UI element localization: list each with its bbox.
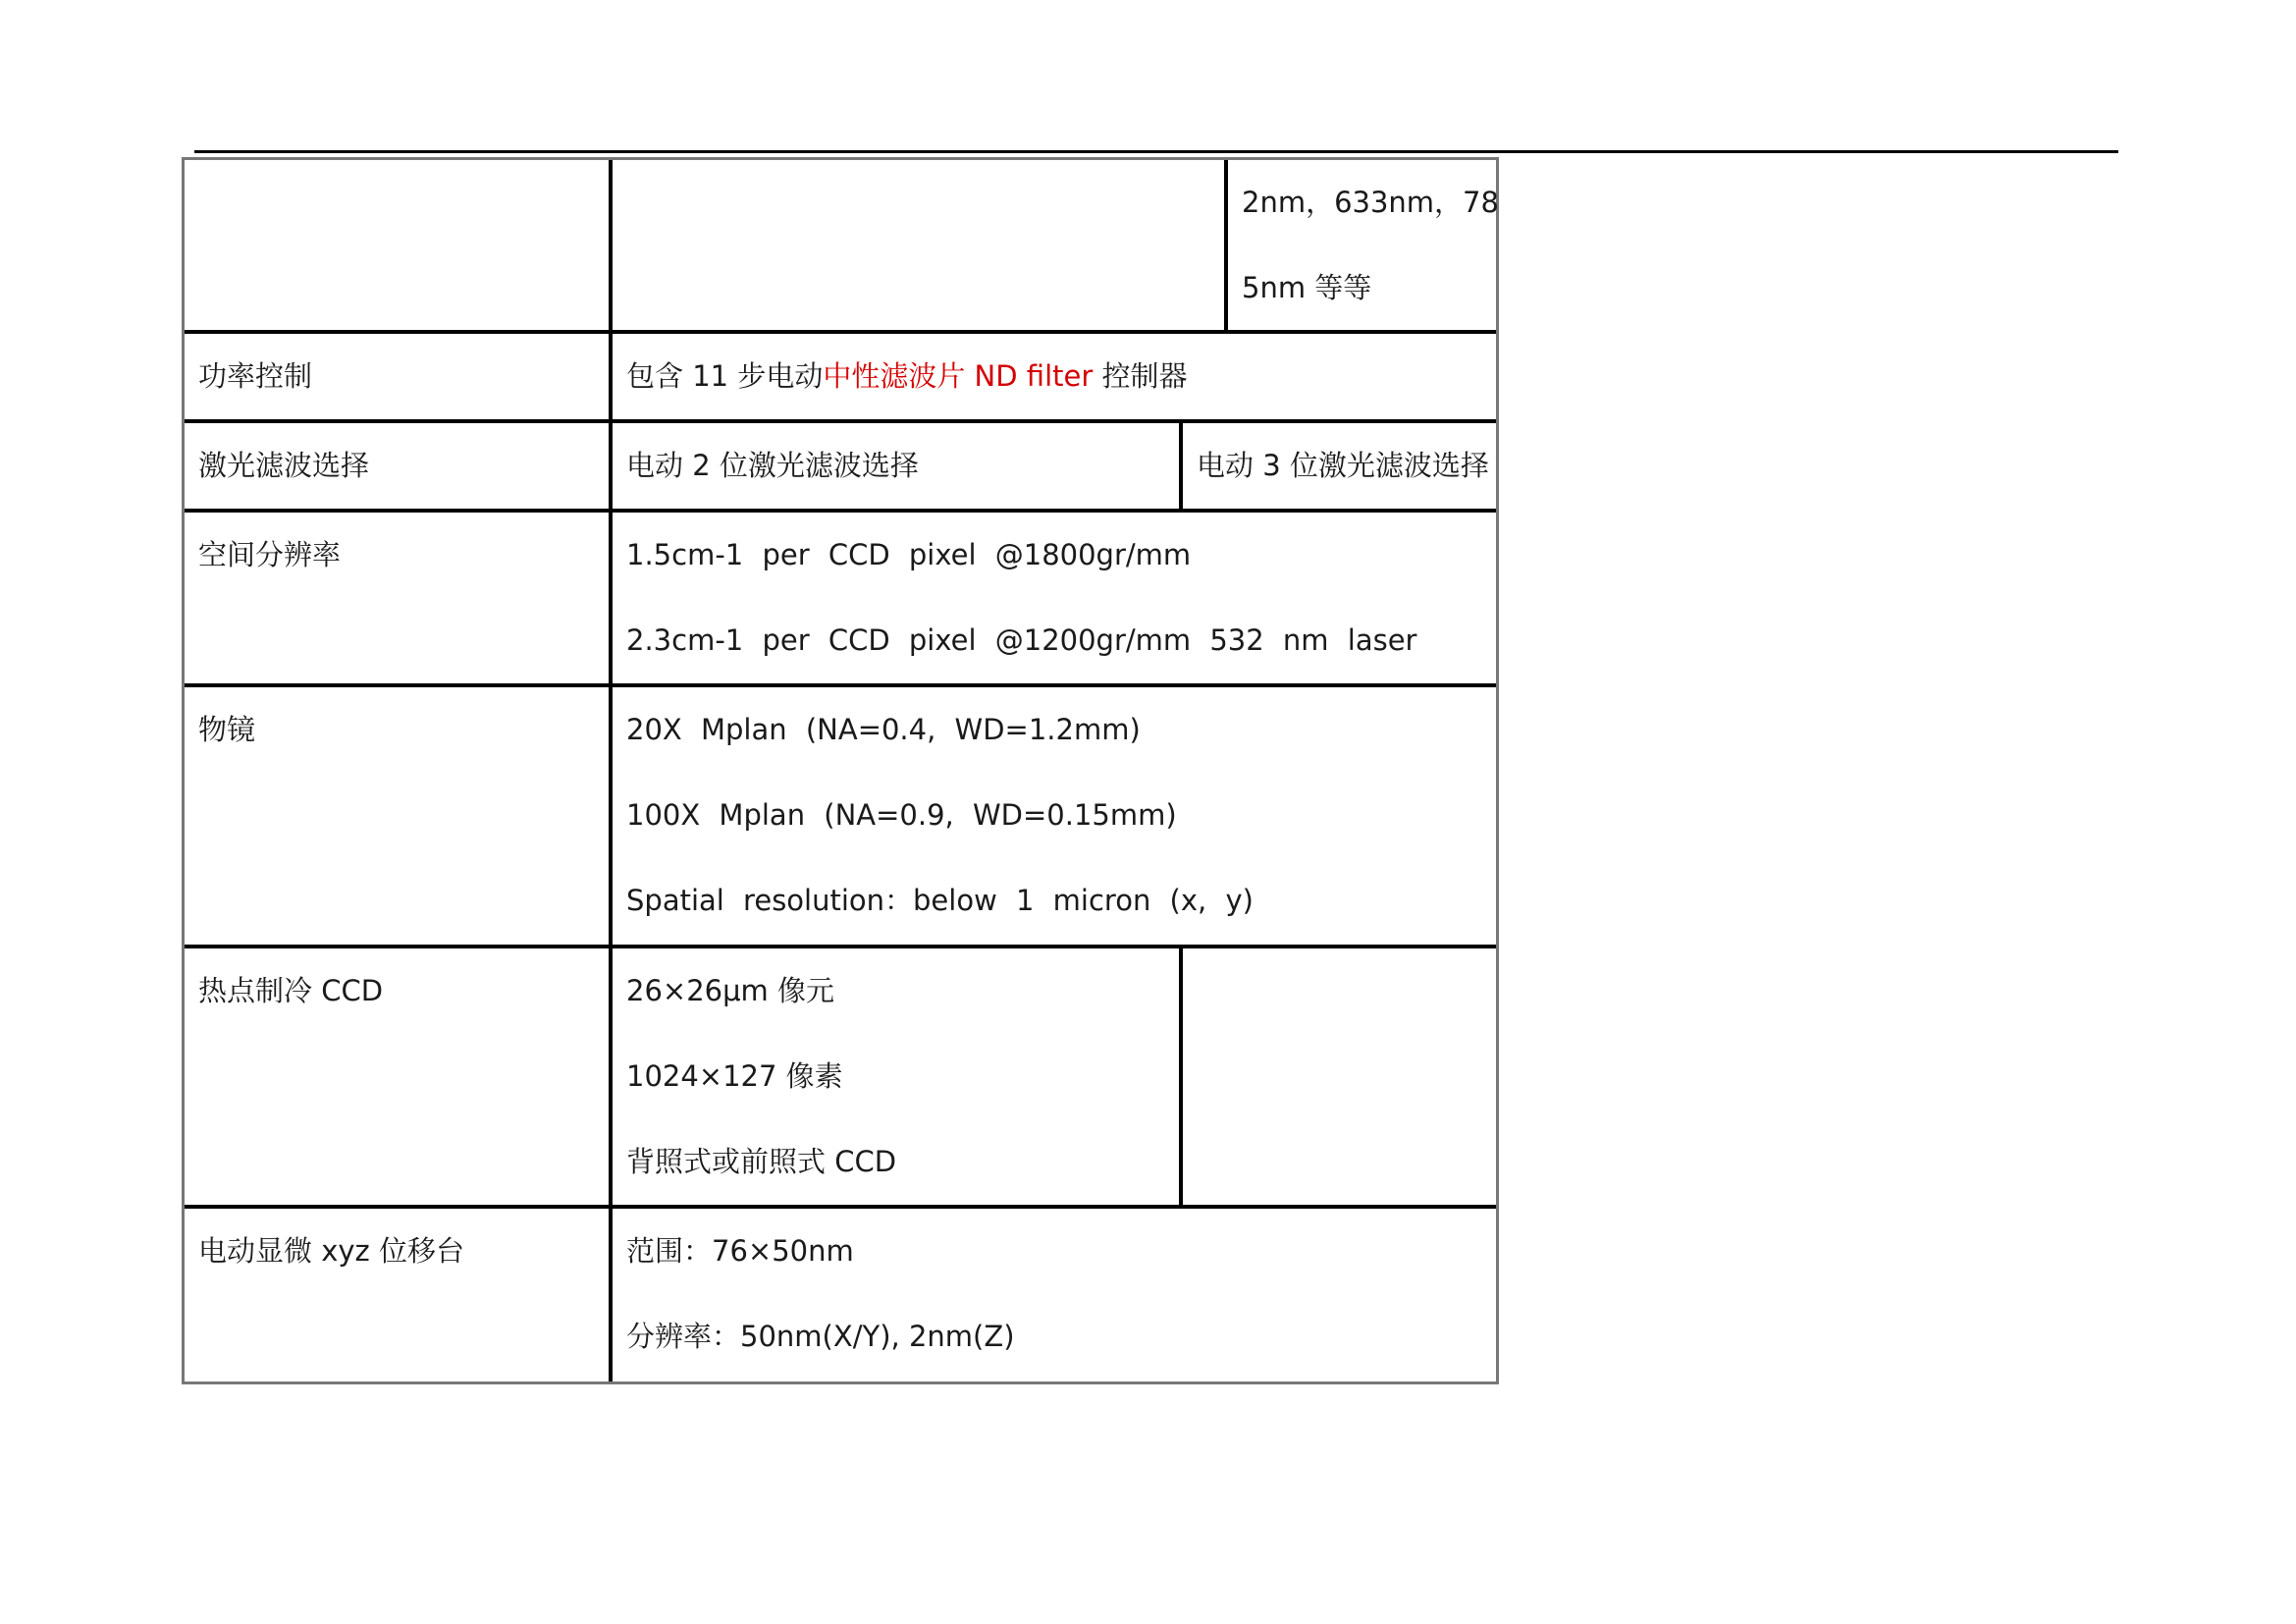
row-label-power-control: 功率控制 xyxy=(198,359,313,393)
row-label-spatial-resolution: 空间分辨率 xyxy=(198,538,342,571)
row-label-xyz-stage: 电动显微 xyz 位移台 xyxy=(198,1234,464,1268)
row-value-power-control xyxy=(613,334,1496,419)
row-label-laser-filter: 激光滤波选择 xyxy=(198,449,370,482)
spec-table xyxy=(182,157,1499,1384)
row-value-ccd xyxy=(613,948,1179,1205)
resolution-line: 2.3cm-1 per CCD pixel @1200gr/mm 532 nm laser xyxy=(626,623,1417,657)
nd-filter-highlight: 中性滤波片 ND filter xyxy=(823,359,1094,393)
power-text-prefix: 包含 11 步电动 xyxy=(626,359,824,393)
row-value-xyz-stage xyxy=(613,1209,1496,1381)
stage-line: 范围：76×50nm xyxy=(626,1234,854,1268)
row-1-extra xyxy=(1228,160,1499,330)
power-text-suffix: 控制器 xyxy=(1093,359,1188,393)
ccd-line: 背照式或前照式 CCD xyxy=(626,1145,897,1178)
resolution-line: 1.5cm-1 per CCD pixel @1800gr/mm xyxy=(626,538,1192,571)
stage-line: 分辨率：50nm(X/Y), 2nm(Z) xyxy=(626,1320,1015,1353)
ccd-line: 1024×127 像素 xyxy=(626,1059,843,1093)
row-value-objective xyxy=(613,687,1496,945)
objective-line: 100X Mplan (NA=0.9, WD=0.15mm) xyxy=(626,798,1177,832)
row-1-value xyxy=(613,160,1224,330)
objective-line: 20X Mplan (NA=0.4, WD=1.2mm) xyxy=(626,713,1141,746)
row-value-spatial-resolution xyxy=(613,513,1496,683)
row-1-label xyxy=(185,160,609,330)
page-header-rule xyxy=(194,150,2118,153)
row-value-laser-filter-3: 电动 3 位激光滤波选择 xyxy=(1197,449,1489,482)
row-label-objective: 物镜 xyxy=(198,713,256,746)
row-value-laser-filter-2: 电动 2 位激光滤波选择 xyxy=(626,449,919,482)
row-label-ccd: 热点制冷 CCD xyxy=(198,974,384,1007)
ccd-line: 26×26μm 像元 xyxy=(626,974,835,1007)
wavelength-line-2: 5nm 等等 xyxy=(1242,271,1372,304)
row-value-ccd-extra xyxy=(1183,948,1496,1205)
objective-line: Spatial resolution：below 1 micron (x, y) xyxy=(626,884,1254,917)
wavelength-line-1: 2nm，633nm，78 xyxy=(1242,186,1499,219)
